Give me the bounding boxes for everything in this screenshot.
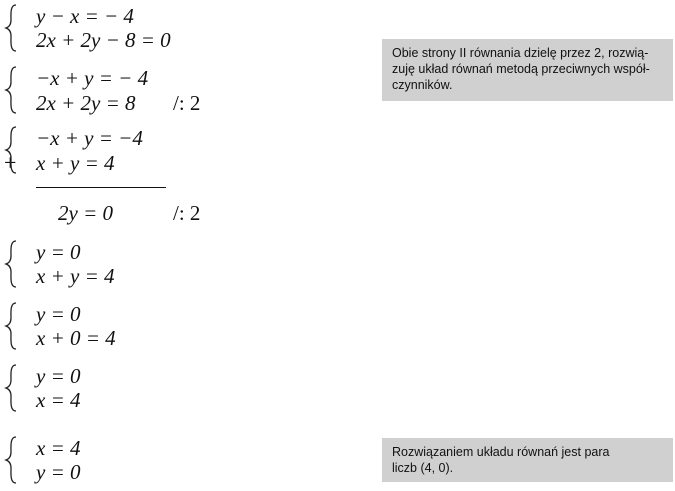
note-line: Obie strony II równania dzielę przez 2, rozwią- [392,46,649,60]
equation-line: y = 0 [36,364,81,388]
brace-icon [4,436,18,484]
equation-line: 2x + 2y − 8 = 0 [36,28,171,52]
divide-annotation: /: 2 [173,201,201,225]
equation-line: 2x + 2y = 8 [36,91,136,115]
equation-line: −x + y = − 4 [36,66,149,90]
equation-line: x + y = 4 [36,264,115,288]
brace-icon [4,364,18,412]
divide-annotation: /: 2 [173,91,201,115]
note-line: Rozwiązaniem układu równań jest para [392,445,610,459]
equation-line: x = 4 [36,388,81,412]
equation-line: y = 0 [36,240,81,264]
brace-icon [4,66,18,114]
addition-operator: + [4,150,17,175]
brace-icon [4,302,18,350]
solution-note [382,438,673,482]
equation-line: y = 0 [36,460,81,484]
sum-result: 2y = 0 [58,201,113,225]
equation-line: x = 4 [36,436,81,460]
equation-line: y − x = − 4 [36,4,134,28]
sum-line [36,187,166,188]
brace-icon [4,240,18,288]
brace-icon [4,126,18,174]
note-line: liczb (4, 0). [392,461,454,475]
explanation-note [382,39,673,101]
note-line: czynników. [392,78,453,92]
equation-line: y = 0 [36,302,81,326]
note-line: zuję układ równań metodą przeciwnych współ- [392,62,650,76]
brace-icon [4,4,18,52]
equation-line: x + 0 = 4 [36,326,116,350]
equation-line: −x + y = −4 [36,126,143,150]
equation-line: x + y = 4 [36,151,115,175]
